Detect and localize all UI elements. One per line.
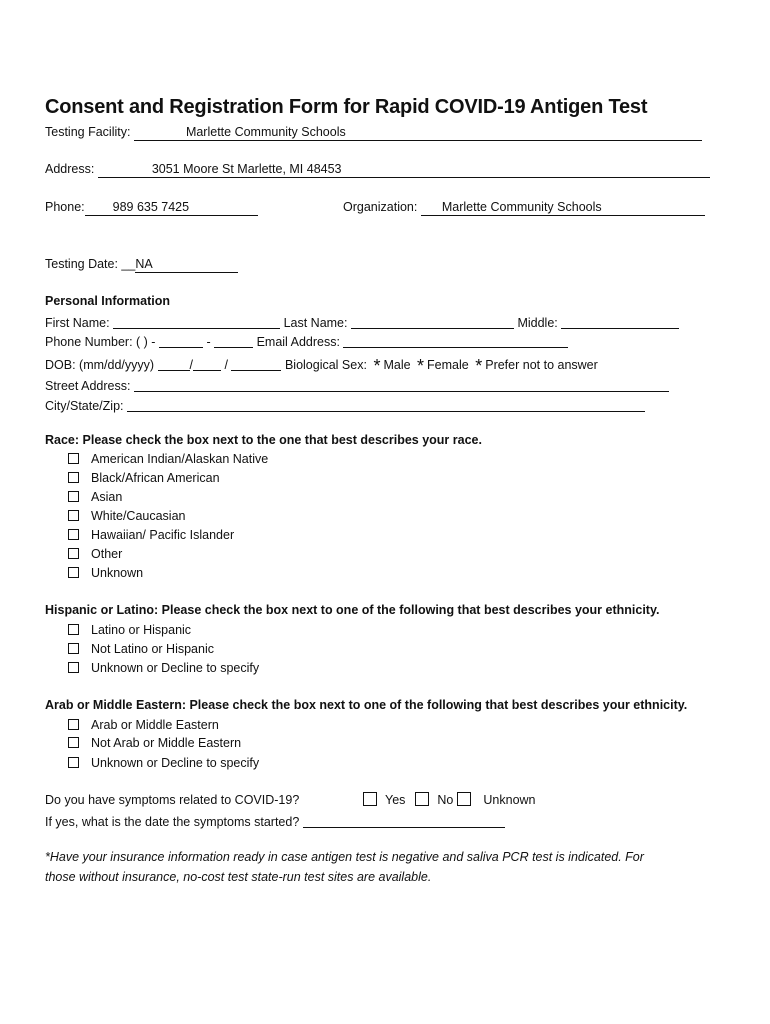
hispanic-option [68,622,191,638]
hispanic-option [68,660,259,676]
race-question: Race: Please check the box next to the one that best describes your race. [45,433,482,447]
middle-name-field[interactable] [561,314,679,329]
symptoms-unknown-checkbox[interactable] [457,792,471,806]
arab-option [68,717,219,733]
insurance-note-line1: *Have your insurance information ready in case antigen test is negative and saliva PCR test is indicated. For [45,850,644,864]
phone-prefix-field[interactable] [159,333,203,348]
symptoms-yes-checkbox[interactable] [363,792,377,806]
race-option [68,489,122,505]
hispanic-question: Hispanic or Latino: Please check the box next to one of the following that best describes your ethnicity. [45,603,660,617]
email-field[interactable] [343,333,568,348]
sex-female-marker[interactable]: * [417,356,425,376]
race-option-label: Hawaiian/ Pacific Islander [91,528,235,542]
symptoms-date-label: If yes, what is the date the symptoms started? [45,815,300,829]
name-row [45,312,679,331]
hispanic-option-label: Not Latino or Hispanic [91,642,214,656]
arab-option-label: Arab or Middle Eastern [91,718,219,732]
hispanic-option [68,641,214,657]
sex-male-marker[interactable]: * [373,356,381,376]
arab-option-label: Not Arab or Middle Eastern [91,736,242,750]
first-name-label: First Name: [45,316,110,330]
dob-year-field[interactable] [231,356,281,371]
race-option [68,451,268,467]
street-label: Street Address: [45,379,131,393]
organization-label: Organization: [343,200,418,214]
checkbox[interactable] [68,548,79,559]
symptoms-unknown-label: Unknown [483,793,536,807]
checkbox[interactable] [68,472,79,483]
hispanic-option-label: Unknown or Decline to specify [91,661,260,675]
checkbox[interactable] [68,737,79,748]
dob-slash: / [189,358,194,372]
symptoms-date-field[interactable] [303,813,505,828]
hispanic-option-label: Latino or Hispanic [91,623,192,637]
street-field[interactable] [134,377,669,392]
arab-question: Arab or Middle Eastern: Please check the box next to one of the following that best describes your ethnicity. [45,698,688,712]
race-option-label: White/Caucasian [91,509,186,523]
phone-email-row [45,331,568,350]
sex-label: Biological Sex: [284,358,367,372]
sex-male-label: Male [383,358,411,372]
phone-number-label: Phone Number: ( ) - [45,335,156,349]
phone-label: Phone: [45,200,85,214]
first-name-field[interactable] [113,314,280,329]
facility-label: Testing Facility: [45,125,131,139]
symptoms-date-row [45,811,505,830]
checkbox[interactable] [68,453,79,464]
personal-info-heading: Personal Information [45,294,171,308]
phone-dash: - [206,335,211,349]
checkbox[interactable] [68,643,79,654]
race-option-label: Asian [91,490,123,504]
phone-field[interactable]: 989 635 7425 [85,200,258,216]
symptoms-options [363,792,536,808]
sex-female-label: Female [427,358,469,372]
organization-row [343,199,705,216]
page-title: Consent and Registration Form for Rapid COVID-19 Antigen Test [45,96,648,118]
street-row [45,375,669,394]
race-option [68,470,220,486]
dob-month-field[interactable] [158,356,190,371]
race-option [68,546,122,562]
sex-prefer-not-label: Prefer not to answer [485,358,598,372]
city-row [45,395,645,414]
checkbox[interactable] [68,510,79,521]
city-label: City/State/Zip: [45,399,124,413]
dob-day-field[interactable] [193,356,221,371]
checkbox[interactable] [68,567,79,578]
facility-row [45,124,702,141]
testing-date-field[interactable]: NA [135,257,238,273]
address-field[interactable]: 3051 Moore St Marlette, MI 48453 [98,162,710,178]
dob-slash: / [224,358,228,372]
checkbox[interactable] [68,529,79,540]
phone-row [45,199,258,216]
facility-field[interactable]: Marlette Community Schools [134,125,702,141]
phone-line-field[interactable] [214,333,253,348]
checkbox[interactable] [68,757,79,768]
organization-field[interactable]: Marlette Community Schools [421,200,705,216]
dob-label: DOB: (mm/dd/yyyy) [45,358,155,372]
race-option-label: Black/African American [91,471,220,485]
checkbox[interactable] [68,491,79,502]
race-option-label: Unknown [91,566,144,580]
symptoms-yes-label: Yes [385,793,406,807]
insurance-note-line2: those without insurance, no-cost test state-run test sites are available. [45,870,432,884]
last-name-field[interactable] [351,314,514,329]
race-option [68,527,234,543]
arab-option-label: Unknown or Decline to specify [91,756,260,770]
city-field[interactable] [127,397,645,412]
symptoms-question: Do you have symptoms related to COVID-19? [45,793,300,807]
sex-prefer-not-marker[interactable]: * [475,356,483,376]
checkbox[interactable] [68,624,79,635]
arab-option [68,755,259,771]
address-label: Address: [45,162,95,176]
checkbox[interactable] [68,662,79,673]
race-option-label: Other [91,547,123,561]
race-option [68,508,186,524]
arab-option [68,735,241,751]
symptoms-no-label: No [437,793,454,807]
testing-date-row [45,256,238,273]
race-option [68,565,143,581]
email-label: Email Address: [256,335,340,349]
checkbox[interactable] [68,719,79,730]
symptoms-no-checkbox[interactable] [415,792,429,806]
address-row [45,161,710,178]
middle-name-label: Middle: [517,316,558,330]
race-option-label: American Indian/Alaskan Native [91,452,269,466]
last-name-label: Last Name: [283,316,348,330]
dob-sex-row [45,354,598,376]
testing-date-label: Testing Date: __ [45,257,136,271]
